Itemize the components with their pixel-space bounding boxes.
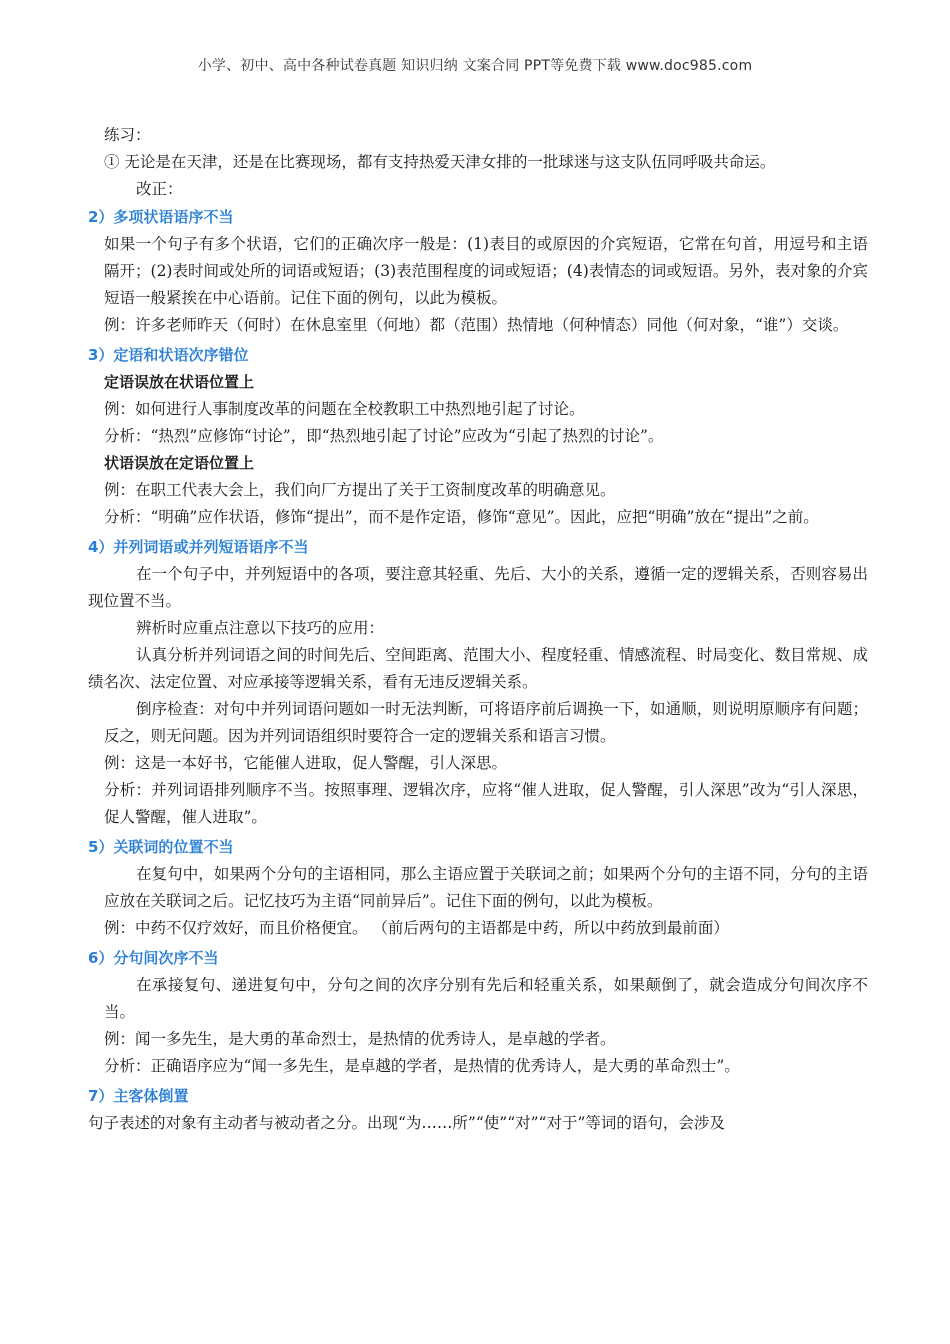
section-4-example: 例：这是一本好书，它能催人进取，促人警醒，引人深思。 xyxy=(104,754,508,772)
section-4-paragraph-3: 认真分析并列词语之间的时间先后、空间距离、范围大小、程度轻重、情感流程、时局变化、数目常规、成绩名次、法定位置、对应承接等逻辑关系，看有无违反逻辑关系。 xyxy=(88,646,868,691)
section-7-paragraph: 句子表述的对象有主动者与被动者之分。出现“为……所”“使”“对”“对于”等词的语句，会涉及 xyxy=(88,1114,725,1132)
practice-label: 练习： xyxy=(104,126,151,144)
section-heading-2: 2）多项状语语序不当 xyxy=(88,208,234,226)
section-4-paragraph-1: 在一个句子中，并列短语中的各项，要注意其轻重、先后、大小的关系，遵循一定的逻辑关系，否则容易出现位置不当。 xyxy=(88,565,868,610)
correction-label: 改正： xyxy=(136,180,183,198)
section-3-example-1: 例：如何进行人事制度改革的问题在全校教职工中热烈地引起了讨论。 xyxy=(104,400,585,418)
section-heading-4: 4）并列词语或并列短语语序不当 xyxy=(88,538,309,556)
section-heading-3: 3）定语和状语次序错位 xyxy=(88,346,249,364)
section-6-example: 例：闻一多先生，是大勇的革命烈士，是热情的优秀诗人，是卓越的学者。 xyxy=(104,1030,616,1048)
practice-item: ① 无论是在天津，还是在比赛现场，都有支持热爱天津女排的一批球迷与这支队伍同呼吸共命运。 xyxy=(104,153,776,171)
section-heading-5: 5）关联词的位置不当 xyxy=(88,838,234,856)
section-2-example: 例：许多老师昨天（何时）在休息室里（何地）都（范围）热情地（何种情态）同他（何对象，“谁”）交谈。 xyxy=(104,316,849,334)
section-4-paragraph-4: 倒序检查：对句中并列词语问题如一时无法判断，可将语序前后调换一下，如通顺，则说明原顺序有问题；反之，则无问题。因为并列词语组织时要符合一定的逻辑关系和语言习惯。 xyxy=(104,700,868,745)
section-3-analysis-2: 分析：“明确”应作状语，修饰“提出”，而不是作定语，修饰“意见”。因此，应把“明确”放在“提出”之前。 xyxy=(104,508,819,526)
section-3-example-2: 例：在职工代表大会上，我们向厂方提出了关于工资制度改革的明确意见。 xyxy=(104,481,616,499)
section-6-paragraph: 在承接复句、递进复句中，分句之间的次序分别有先后和轻重关系，如果颠倒了，就会造成分句间次序不当。 xyxy=(104,976,868,1021)
section-3-analysis-1: 分析：“热烈”应修饰“讨论”，即“热烈地引起了讨论”应改为“引起了热烈的讨论”。 xyxy=(104,427,664,445)
section-4-paragraph-2: 辨析时应重点注意以下技巧的应用： xyxy=(136,619,385,637)
section-6-analysis: 分析：正确语序应为“闻一多先生，是卓越的学者，是热情的优秀诗人，是大勇的革命烈士”。 xyxy=(104,1057,740,1075)
page-header: 小学、初中、高中各种试卷真题 知识归纳 文案合同 PPT等免费下载 www.doc985.com xyxy=(197,58,753,74)
section-5-example: 例：中药不仅疗效好，而且价格便宜。 （前后两句的主语都是中药，所以中药放到最前面） xyxy=(104,919,729,937)
section-heading-6: 6）分句间次序不当 xyxy=(88,949,219,967)
section-heading-7: 7）主客体倒置 xyxy=(88,1087,189,1105)
subheading-adverbial-misplaced: 状语误放在定语位置上 xyxy=(104,454,255,472)
section-5-paragraph: 在复句中，如果两个分句的主语相同，那么主语应置于关联词之前；如果两个分句的主语不同，分句的主语应放在关联词之后。记忆技巧为主语“同前异后”。记住下面的例句，以此为模板。 xyxy=(104,865,868,910)
subheading-attributive-misplaced: 定语误放在状语位置上 xyxy=(104,373,255,391)
document-body xyxy=(88,122,868,1137)
section-4-analysis: 分析：并列词语排列顺序不当。按照事理、逻辑次序，应将“催人进取，促人警醒，引人深思”改为“引人深思，促人警醒，催人进取”。 xyxy=(104,781,868,826)
section-2-paragraph: 如果一个句子有多个状语，它们的正确次序一般是：(1)表目的或原因的介宾短语，它常在句首，用逗号和主语隔开；(2)表时间或处所的词语或短语；(3)表范围程度的词或短语；(4)表情态的词或短语。另外，表对象的介宾短语一般紧挨在中心语前。记住下面的例句，以此为模板。 xyxy=(104,235,868,307)
